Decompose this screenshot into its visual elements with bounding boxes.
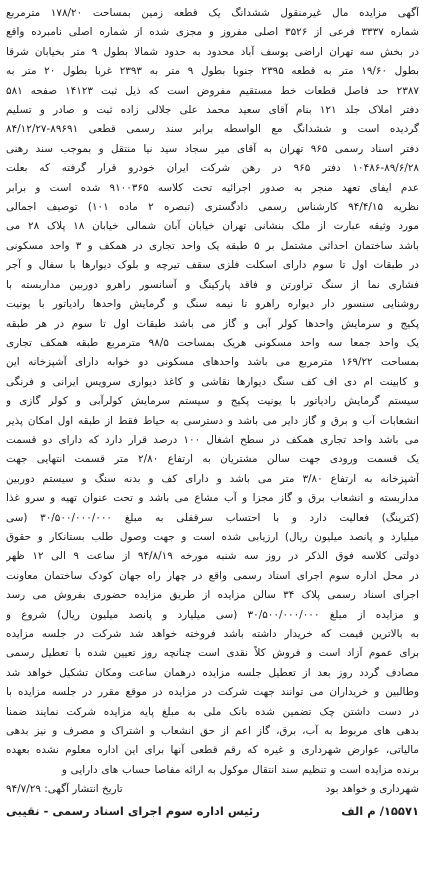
notice-line: بمساحت ۱۶۹/۲۲ مترمربع می باشد واحدهای مسکونی دو خوابه دارای آشپزخانه این bbox=[6, 356, 419, 369]
official-signature: رئیس اداره سوم اجرای اسناد رسمی - نقیبی bbox=[6, 803, 260, 818]
notice-line: و کابینت ام دی اف کف سنگ دیوارها نقاشی و کاغذ دیواری سرویس ایرانی و فرنگی bbox=[6, 375, 419, 388]
notice-line: برای عموم آزاد است و فروش کلاً نقدی است چنانچه روز تعیین شده با تعطیل رسمی bbox=[6, 647, 419, 660]
notice-line: مالیاتی، عوارض شهرداری و غیره که رقم قطعی آنها برای این اداره معلوم نشده بعهده bbox=[6, 744, 419, 757]
notice-line: بدهی های مربوط به آب، برق، گاز اعم از حق انشعاب و اشتراک و مصرف و نیز بدهی bbox=[6, 725, 419, 738]
notice-line: اجرای اسناد رسمی پلاک ۳۴ سالن مزایده از طریق مزایده حضوری بفروش می رسد bbox=[6, 589, 419, 602]
notice-line: باشد ساختمان احداثی مشتمل بر ۵ طبقه یک واحد تجاری در همکف و ۳ واحد مسکونی bbox=[6, 239, 419, 252]
notice-footer bbox=[6, 804, 419, 818]
notice-line: در طبقات اول تا سوم دارای اسکلت فلزی سقف تیرچه و بلوک دیوارها با سفال و آجر bbox=[6, 259, 419, 272]
notice-line: ۲۳۸۷ حد فاصل قطعات خط مستقیم مفروض است که ذیل ثبت ۱۴۱۲۳ صفحه ۵۸۱ bbox=[6, 84, 419, 97]
notice-line: سیستم گرمایش رادیاتور با یونیت پکیج و سیستم سرمایش کولرآبی و کولر گازی و bbox=[6, 395, 419, 408]
notice-line: و مزایده از مبلغ ۳۰/۵۰۰/۰۰۰/۰۰۰ (سی میلیارد و پانصد میلیون ریال) شروع و bbox=[6, 608, 419, 621]
notice-line: در دست داشتن چک تضمین شده بانک ملی به مبلغ پایه مزایده شرکت نمایند ضمنا bbox=[6, 705, 419, 718]
notice-line: دولتی کلاسه فوق الذکر در روز سه شنبه مورخه ۹۴/۸/۱۹ از ساعت ۹ الی ۱۲ ظهر bbox=[6, 550, 419, 563]
notice-line: بطول ۱۹/۶۰ متر به قطعه ۲۳۹۵ جنوبا بطول ۹ متر به ۲۳۹۳ غربا بطول ۲۰ متر به bbox=[6, 65, 419, 78]
publication-date: تاریخ انتشار آگهی: ۹۴/۷/۲۹ bbox=[6, 783, 123, 796]
notice-line: شماره ۳۳۳۷ فرعی از ۳۵۲۶ اصلی مفروز و مجزی شده از شماره اصلی نامبرده واقع bbox=[6, 26, 419, 39]
notice-line: مورد وثیقه عبارت از ملک بنشانی تهران خیابان آبان شمالی خیابان ۱۸ پلاک ۲۸ می bbox=[6, 220, 419, 233]
notice-line: در محل اداره سوم اجرای اسناد رسمی واقع در چهار راه جهان کودک ساختمان معاونت bbox=[6, 569, 419, 582]
notice-line: مصادف گردد روز بعد از تعطیل جلسه مزایده درهمان ساعت ومکان تشکیل خواهد شد bbox=[6, 666, 419, 679]
notice-line: به بالاترین قیمت که خریدار داشته باشد فروخته خواهد شد شرکت در جلسه مزایده bbox=[6, 628, 419, 640]
notice-line: دفتر اسناد رسمی ۹۶۵ تهران به آقای میر سجاد سید نیا منتقل و بموجب سند رهنی bbox=[6, 142, 419, 155]
notice-line: یک قسمت ورودی جهت سالن مشتریان به ارتفاع ۲/۸۰ متر قسمت انتهایی جهت bbox=[6, 453, 419, 466]
notice-line: برنده مزایده است و تنظیم سند انتقال موکول به ارائه مفاصا حساب های دارایی و bbox=[61, 763, 419, 776]
notice-line: دفتر املاک جلد ۱۲۱ بنام آقای سعید محمد علی جلالی زاده ثبت و صادر و تسلیم bbox=[6, 104, 419, 117]
notice-line: عدم ایفای تعهد منجر به صدور اجرائیه تحت کلاسه ۹۱۰۰۳۶۵ شده است و برابر bbox=[6, 181, 419, 194]
notice-line: ۱۰۴۸۶-۸۹/۶/۲۸ دفتر ۹۶۵ در رهن شرکت ایران خودرو قرار گرفته که بعلت bbox=[6, 162, 419, 175]
notice-line: میلیارد و پانصد میلیون ریال) ارزیابی شده است و جهت وصول طلب بستانکار و حقوق bbox=[6, 530, 419, 543]
notice-closing-text: شهرداری و خواهد بود bbox=[325, 783, 419, 796]
notice-line: آگهی مزایده مال غیرمنقول ششدانگ یک قطعه زمین بمساحت ۱۷۸/۲۰ مترمربع bbox=[6, 7, 419, 19]
notice-line: انشعابات آب و برق و گاز دایر می باشد و دسترسی به حیاط فقط از طبقه اول امکان پذیر bbox=[6, 414, 419, 427]
notice-line: وطالبین و خریداران می توانند جهت شرکت در مزایده در موقع مقرر در جلسه مزایده با bbox=[6, 686, 419, 699]
notice-line: روشنایی سنسور دار دیواره راهرو تا نیمه سنگ و گرمایش واحدها رادیاتور با یونیت bbox=[6, 298, 419, 311]
notice-line: نظریه ۹۴/۴/۱۵ کارشناس رسمی دادگستری (تبصره ۲ ماده ۱۰۱) توصیف اجمالی bbox=[6, 201, 419, 214]
notice-line: یک واحد جمعا سه واحد مسکونی هریک بمساحت ۹۸/۵ مترمربع طبقه همکف تجاری bbox=[6, 336, 419, 349]
notice-line: می باشد واحد تجاری همکف در سطح اشغال ۱۰۰ درصد قرار دارد که دارای دو قسمت bbox=[6, 433, 419, 446]
notice-code: ۱۵۵۷۱/ م الف bbox=[341, 803, 419, 818]
notice-line: فشاری نما از سنگ تراورتن و فاقد پارکینگ و آسانسور راهرو دوربین مداربسته با bbox=[6, 278, 419, 291]
publication-row bbox=[6, 780, 419, 799]
notice-line: آشپزخانه به ارتفاع ۳/۸۰ متر می باشد و دارای کف و بدنه سنگ و سیستم دوربین bbox=[6, 472, 419, 485]
notice-line: گردیده است و ششدانگ مع الواسطه برابر سند رسمی قطعی ۸۹۶۹۱-۸۴/۱۲/۲۷ bbox=[6, 123, 419, 136]
notice-body bbox=[6, 4, 419, 780]
auction-notice bbox=[6, 4, 419, 879]
notice-line: (کترینگ) فعالیت دارد و با احتساب سرقفلی به مبلغ ۳۰/۵۰۰/۰۰۰/۰۰۰ (سی bbox=[6, 511, 419, 524]
notice-line: پکیج و سرمایش واحدها کولر آبی و گاز می باشد طبقات اول تا سوم در هر طبقه bbox=[6, 317, 419, 330]
notice-line: در بخش سه تهران اراضی یوسف آباد محدود به حدود شمالا بطول ۹ متر بخیابان شرقا bbox=[6, 45, 419, 58]
notice-line: مداربسته و انشعاب برق و گاز مجزا و آب مشاع می باشد و تحت عنوان تهیه و سرو غذا bbox=[6, 492, 419, 505]
